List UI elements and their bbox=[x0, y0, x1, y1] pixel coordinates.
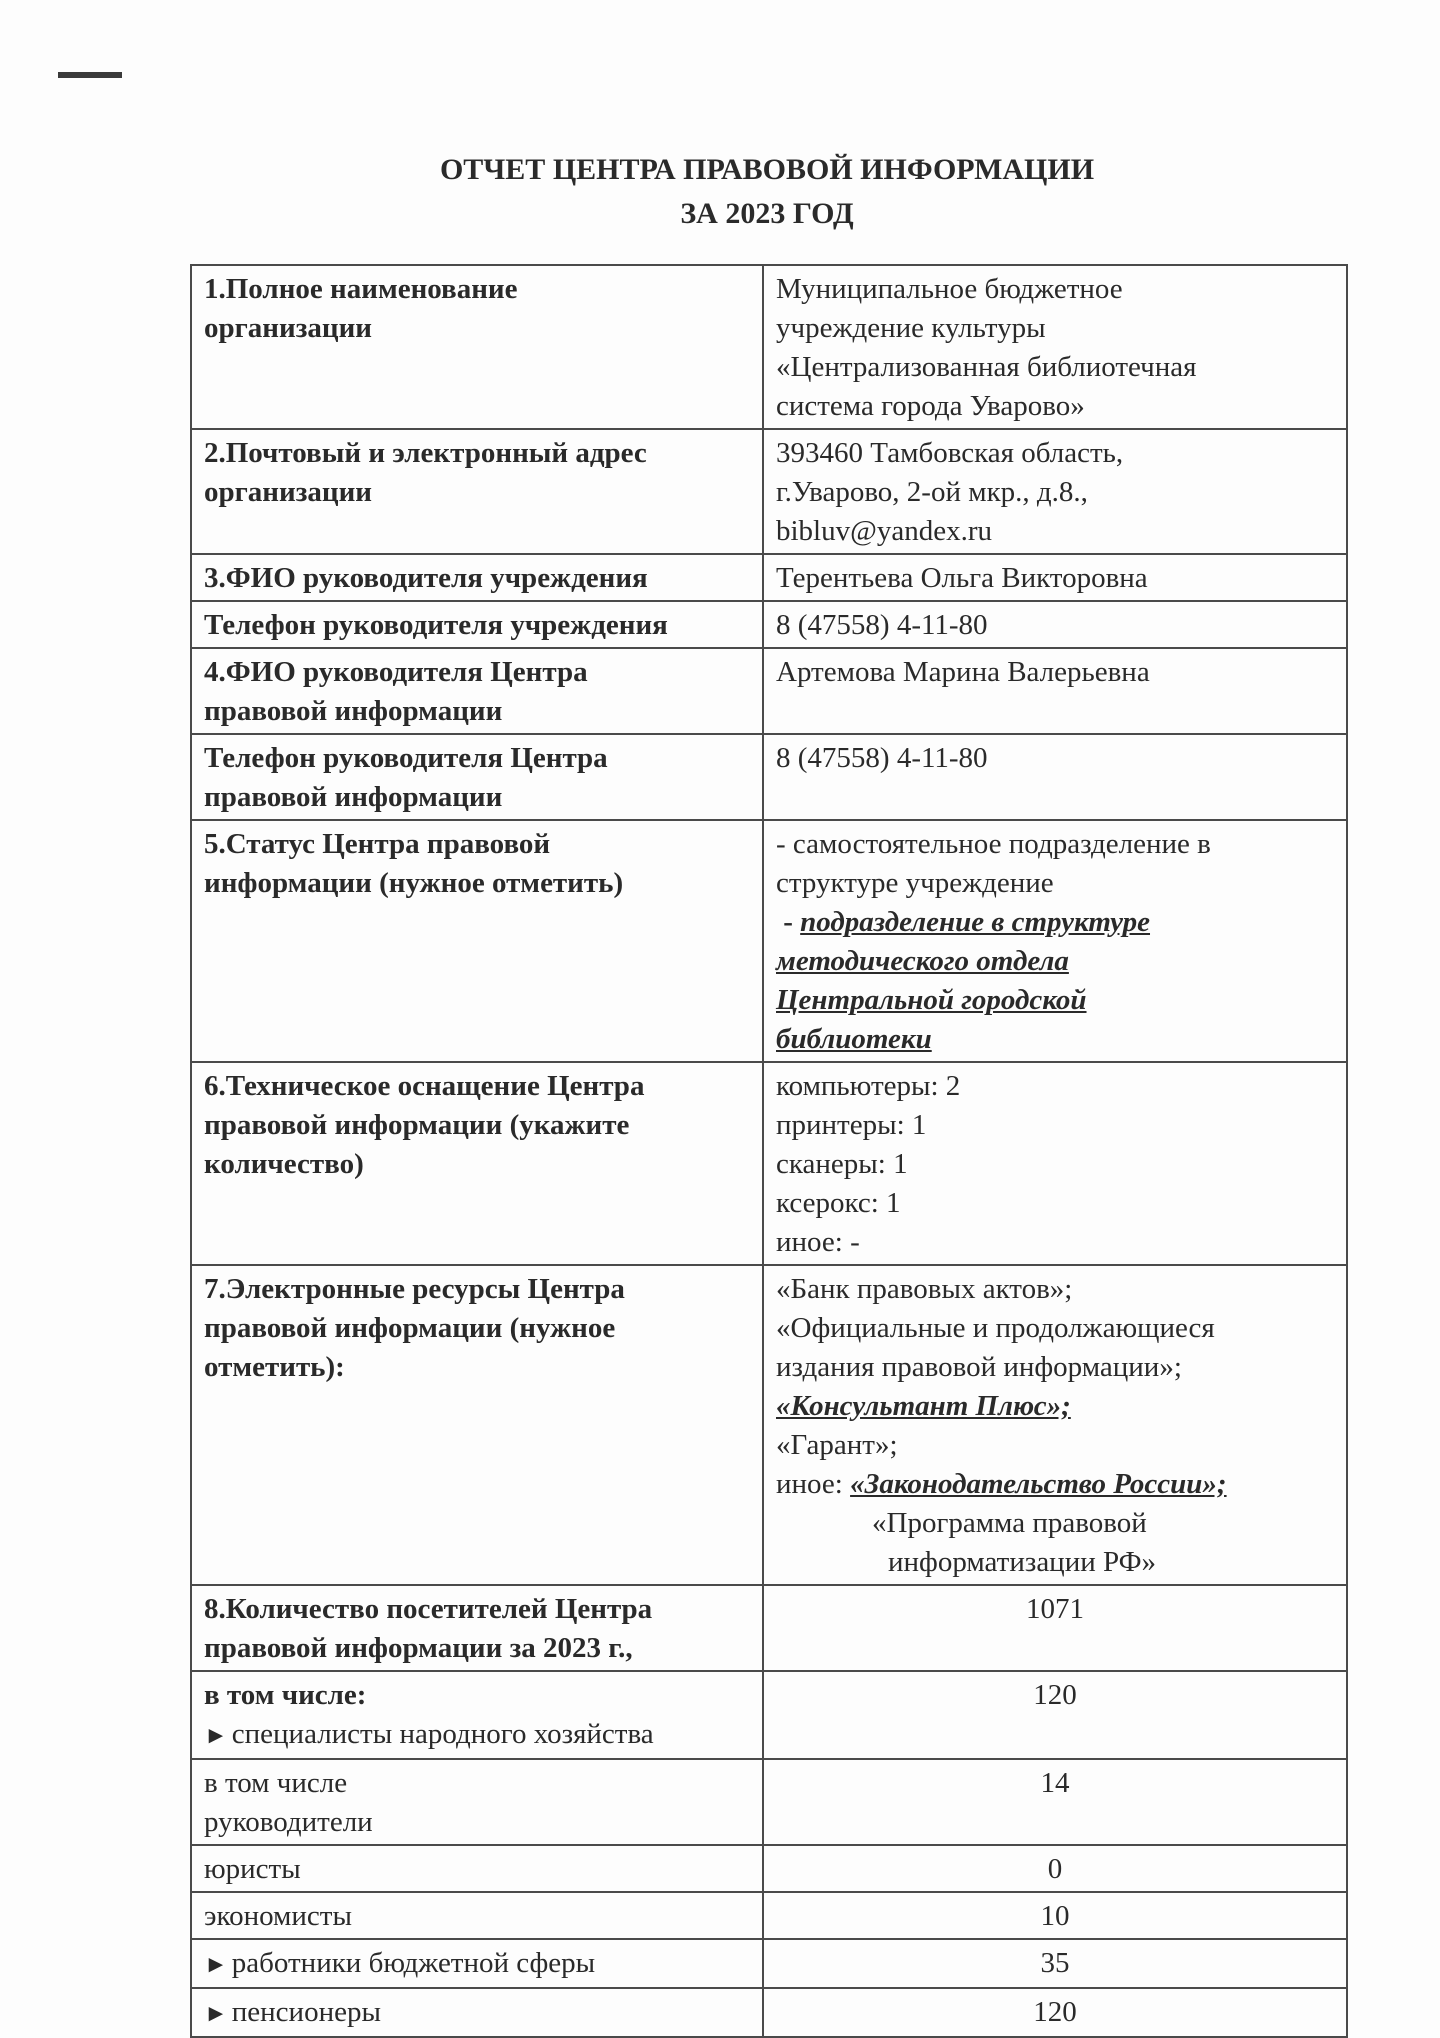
row-center-head-name bbox=[191, 648, 1347, 734]
page-title bbox=[0, 148, 1440, 236]
row-address bbox=[191, 429, 1347, 554]
label-cell bbox=[191, 648, 763, 734]
value-line: учреждение культуры bbox=[776, 312, 1046, 344]
label-line: отметить): bbox=[204, 1351, 345, 1383]
row-pensioners bbox=[191, 1988, 1347, 2037]
value-cell bbox=[763, 820, 1347, 1062]
label-line: 5.Статус Центра правовой bbox=[204, 828, 551, 860]
label-line: Телефон руководителя Центра bbox=[204, 742, 608, 774]
bullet-line bbox=[204, 1944, 750, 1985]
title-line-1: ОТЧЕТ ЦЕНТРА ПРАВОВОЙ ИНФОРМАЦИИ bbox=[439, 153, 1095, 186]
value-line: «Централизованная библиотечная bbox=[776, 351, 1197, 383]
label-cell bbox=[191, 1265, 763, 1585]
equipment-item: сканеры: 1 bbox=[776, 1148, 908, 1180]
label-line: 7.Электронные ресурсы Центра bbox=[204, 1273, 625, 1305]
value-cell bbox=[763, 1671, 1347, 1759]
resource-item: «Банк правовых актов»; bbox=[776, 1273, 1073, 1305]
status-option-selected bbox=[776, 903, 1334, 942]
row-specialists bbox=[191, 1671, 1347, 1759]
value-cell bbox=[763, 1585, 1347, 1671]
label-cell bbox=[191, 1062, 763, 1265]
arrow-bullet-icon: ► bbox=[204, 1952, 228, 1978]
status-selected-text: методического отдела bbox=[776, 945, 1069, 977]
value-line: Артемова Марина Валерьевна bbox=[776, 656, 1150, 688]
bullet-line bbox=[204, 1993, 750, 2034]
label-line: 3.ФИО руководителя учреждения bbox=[204, 562, 648, 594]
title-line-2: ЗА 2023 ГОД bbox=[680, 197, 854, 230]
label-line: правовой информации bbox=[204, 781, 503, 813]
resource-item-selected: «Консультант Плюс»; bbox=[776, 1390, 1071, 1422]
value-line: 393460 Тамбовская область, bbox=[776, 437, 1124, 469]
label-line: 2.Почтовый и электронный адрес bbox=[204, 437, 647, 469]
equipment-item: компьютеры: 2 bbox=[776, 1070, 961, 1102]
label-cell bbox=[191, 554, 763, 601]
label-text: работники бюджетной сферы bbox=[231, 1947, 596, 1979]
label-line: 8.Количество посетителей Центра bbox=[204, 1593, 653, 1625]
label-cell bbox=[191, 601, 763, 648]
scan-corner-mark bbox=[58, 72, 122, 78]
label-text: специалисты народного хозяйства bbox=[231, 1718, 654, 1750]
equipment-item: иное: - bbox=[776, 1226, 860, 1258]
label-cell bbox=[191, 1988, 763, 2037]
label-line: организации bbox=[204, 476, 372, 508]
row-resources bbox=[191, 1265, 1347, 1585]
count-value: 1071 bbox=[1026, 1593, 1084, 1625]
value-cell bbox=[763, 601, 1347, 648]
row-head-phone bbox=[191, 601, 1347, 648]
resource-item-selected: «Законодательство России»; bbox=[850, 1468, 1227, 1500]
status-selected-text: подразделение в структуре bbox=[800, 906, 1151, 938]
value-line: система города Уварово» bbox=[776, 390, 1085, 422]
status-option: структуре учреждение bbox=[776, 867, 1054, 899]
label-line: экономисты bbox=[204, 1900, 352, 1932]
label-cell bbox=[191, 820, 763, 1062]
label-cell bbox=[191, 265, 763, 429]
label-text: пенсионеры bbox=[231, 1996, 381, 2028]
count-value: 0 bbox=[1047, 1853, 1063, 1885]
phone-value: 8 (47558) 4-11-80 bbox=[776, 609, 988, 641]
value-cell bbox=[763, 429, 1347, 554]
label-line: 1.Полное наименование bbox=[204, 273, 518, 305]
value-cell bbox=[763, 1939, 1347, 1988]
phone-value: 8 (47558) 4-11-80 bbox=[776, 742, 988, 774]
label-line: организации bbox=[204, 312, 372, 344]
count-value: 35 bbox=[1040, 1947, 1070, 1979]
resource-item: «Гарант»; bbox=[776, 1429, 898, 1461]
status-selected-text: Центральной городской bbox=[776, 984, 1087, 1016]
value-cell bbox=[763, 1062, 1347, 1265]
label-line: 6.Техническое оснащение Центра bbox=[204, 1070, 645, 1102]
value-cell bbox=[763, 1988, 1347, 2037]
label-cell bbox=[191, 1845, 763, 1892]
value-line: Муниципальное бюджетное bbox=[776, 273, 1123, 305]
value-cell bbox=[763, 554, 1347, 601]
label-line: правовой информации bbox=[204, 695, 503, 727]
label-cell bbox=[191, 1759, 763, 1845]
value-line: Терентьева Ольга Викторовна bbox=[776, 562, 1148, 594]
row-center-head-phone bbox=[191, 734, 1347, 820]
label-line: Телефон руководителя учреждения bbox=[204, 609, 668, 641]
email-value: bibluv@yandex.ru bbox=[776, 515, 992, 547]
row-head-name bbox=[191, 554, 1347, 601]
arrow-bullet-icon: ► bbox=[204, 1723, 228, 1749]
label-cell bbox=[191, 1892, 763, 1939]
equipment-item: ксерокс: 1 bbox=[776, 1187, 901, 1219]
label-cell bbox=[191, 429, 763, 554]
resource-other-extra: информатизации РФ» bbox=[888, 1546, 1157, 1578]
status-selected-text: библиотеки bbox=[776, 1023, 932, 1055]
value-cell bbox=[763, 265, 1347, 429]
resource-item: «Официальные и продолжающиеся bbox=[776, 1312, 1215, 1344]
resource-other bbox=[776, 1465, 1334, 1504]
label-line: правовой информации (нужное bbox=[204, 1312, 616, 1344]
label-cell bbox=[191, 1671, 763, 1759]
label-line: в том числе: bbox=[204, 1679, 367, 1711]
label-cell bbox=[191, 1585, 763, 1671]
arrow-bullet-icon: ► bbox=[204, 2001, 228, 2027]
bullet-line bbox=[204, 1715, 750, 1756]
label-line: количество) bbox=[204, 1148, 364, 1180]
value-cell bbox=[763, 648, 1347, 734]
row-visitors-total bbox=[191, 1585, 1347, 1671]
resource-item: издания правовой информации»; bbox=[776, 1351, 1182, 1383]
label-line: правовой информации (укажите bbox=[204, 1109, 630, 1141]
status-option: - самостоятельное подразделение в bbox=[776, 828, 1211, 860]
label-cell bbox=[191, 734, 763, 820]
label-cell bbox=[191, 1939, 763, 1988]
label-line: правовой информации за 2023 г., bbox=[204, 1632, 633, 1664]
row-managers bbox=[191, 1759, 1347, 1845]
row-org-name bbox=[191, 265, 1347, 429]
status-dash: - bbox=[776, 906, 801, 938]
label-line: руководители bbox=[204, 1806, 373, 1838]
row-lawyers bbox=[191, 1845, 1347, 1892]
count-value: 10 bbox=[1040, 1900, 1070, 1932]
value-line: г.Уварово, 2-ой мкр., д.8., bbox=[776, 476, 1088, 508]
value-cell bbox=[763, 1759, 1347, 1845]
count-value: 120 bbox=[1033, 1996, 1077, 2028]
count-value: 14 bbox=[1040, 1767, 1070, 1799]
label-line: юристы bbox=[204, 1853, 301, 1885]
resource-other-prefix: иное: bbox=[776, 1468, 851, 1500]
row-budget-workers bbox=[191, 1939, 1347, 1988]
label-line: информации (нужное отметить) bbox=[204, 867, 624, 899]
row-equipment bbox=[191, 1062, 1347, 1265]
row-economists bbox=[191, 1892, 1347, 1939]
value-cell bbox=[763, 1892, 1347, 1939]
equipment-item: принтеры: 1 bbox=[776, 1109, 927, 1141]
label-line: 4.ФИО руководителя Центра bbox=[204, 656, 588, 688]
value-cell bbox=[763, 734, 1347, 820]
count-value: 120 bbox=[1033, 1679, 1077, 1711]
row-status bbox=[191, 820, 1347, 1062]
value-cell bbox=[763, 1265, 1347, 1585]
label-line: в том числе bbox=[204, 1767, 348, 1799]
report-table bbox=[190, 264, 1348, 2038]
value-cell bbox=[763, 1845, 1347, 1892]
resource-other-extra: «Программа правовой bbox=[872, 1507, 1147, 1539]
